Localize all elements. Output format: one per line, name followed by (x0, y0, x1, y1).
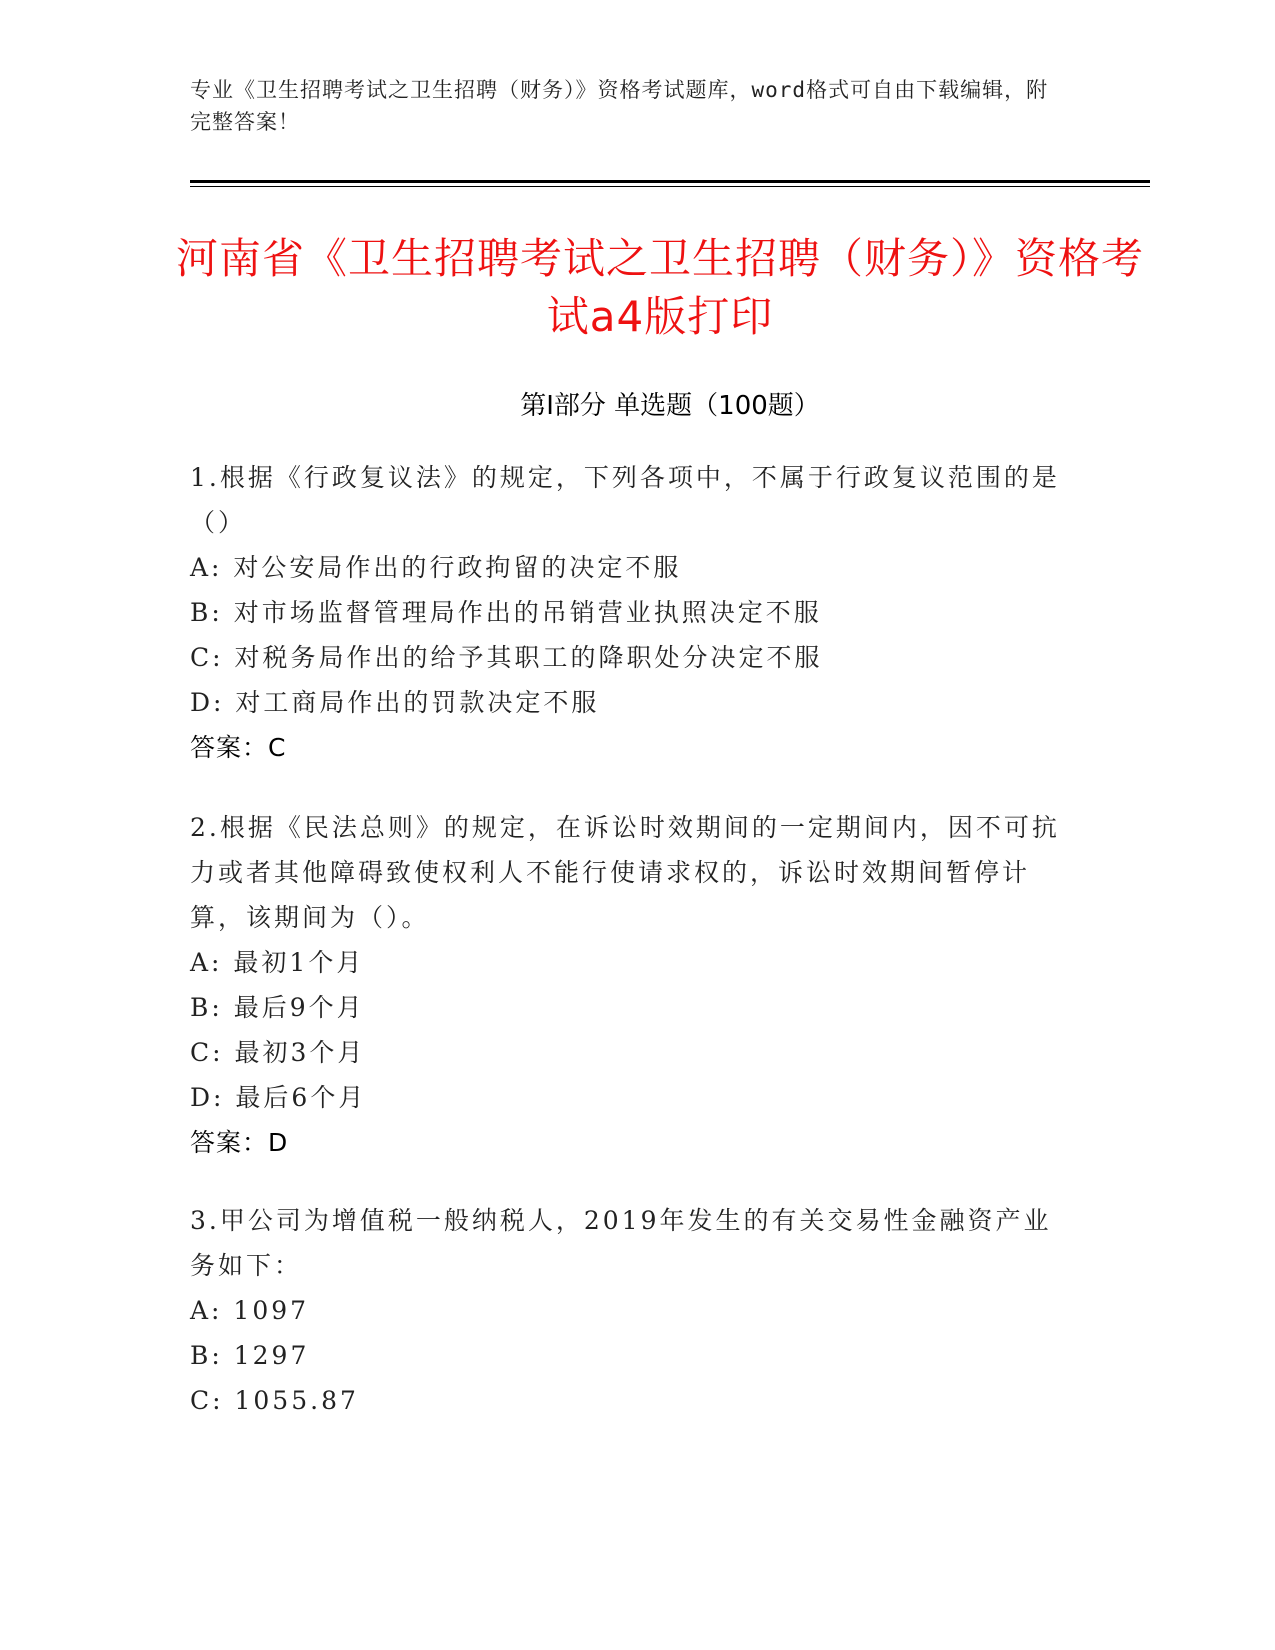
option-b: B: 1297 (190, 1341, 310, 1370)
section-heading: 第Ⅰ部分 单选题（100题） (520, 391, 820, 421)
option-d: D: 对工商局作出的罚款决定不服 (190, 688, 600, 717)
header-divider-thick (190, 180, 1150, 183)
question-stem: 1.根据《行政复议法》的规定，下列各项中，不属于行政复议范围的是（） (190, 463, 1060, 537)
question-stem: 3.甲公司为增值税一般纳税人，2019年发生的有关交易性金融资产业务如下： (190, 1206, 1052, 1280)
option-b: B: 对市场监督管理局作出的吊销营业执照决定不服 (190, 598, 822, 627)
answer: 答案：C (190, 733, 287, 762)
option-c: C: 对税务局作出的给予其职工的降职处分决定不服 (190, 643, 823, 672)
option-a: A: 1097 (190, 1296, 310, 1325)
header-divider-thin (190, 186, 1150, 187)
document-title: 河南省《卫生招聘考试之卫生招聘（财务）》资格考试a4版打印 (175, 234, 1144, 341)
option-a: A: 对公安局作出的行政拘留的决定不服 (190, 553, 682, 582)
question-3 (190, 1198, 1070, 1423)
header-note: 专业《卫生招聘考试之卫生招聘（财务）》资格考试题库，word格式可自由下载编辑，附完整答案！ (190, 78, 1049, 134)
option-a: A: 最初1个月 (190, 948, 365, 977)
option-c: C: 1055.87 (190, 1386, 359, 1415)
question-2 (190, 805, 1070, 1166)
option-c: C: 最初3个月 (190, 1038, 366, 1067)
question-stem: 2.根据《民法总则》的规定，在诉讼时效期间的一定期间内，因不可抗力或者其他障碍致使权利人不能行使请求权的，诉讼时效期间暂停计算，该期间为（）。 (190, 813, 1060, 932)
question-1 (190, 455, 1070, 771)
option-b: B: 最后9个月 (190, 993, 365, 1022)
option-d: D: 最后6个月 (190, 1083, 367, 1112)
answer: 答案：D (190, 1128, 289, 1157)
